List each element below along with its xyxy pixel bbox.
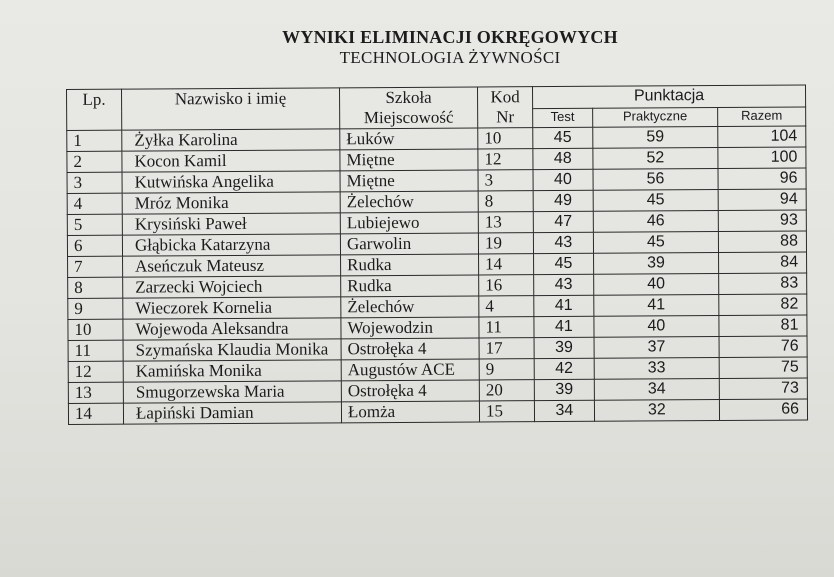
results-table <box>66 84 808 425</box>
cell-praktyczne: 46 <box>593 211 719 233</box>
column-header-lp: Lp. <box>67 89 122 130</box>
cell-lp: 6 <box>67 235 122 256</box>
cell-kod: 19 <box>478 233 533 254</box>
cell-razem: 76 <box>719 336 807 358</box>
column-header-school-line1: Szkoła <box>385 87 432 108</box>
cell-praktyczne: 45 <box>593 190 719 212</box>
column-header-praktyczne: Praktyczne <box>592 108 717 128</box>
cell-name: Łapiński Damian <box>123 402 341 424</box>
cell-test: 49 <box>533 190 593 211</box>
cell-razem: 81 <box>719 315 807 337</box>
cell-razem: 93 <box>718 210 806 232</box>
cell-name: Żyłka Karolina <box>122 129 340 151</box>
cell-school: Rudka <box>341 254 479 276</box>
cell-razem: 83 <box>719 273 807 295</box>
cell-razem: 104 <box>718 126 806 148</box>
cell-school: Żelechów <box>341 296 479 318</box>
cell-test: 41 <box>534 316 594 337</box>
cell-lp: 2 <box>67 151 122 172</box>
cell-praktyczne: 34 <box>594 379 720 401</box>
cell-name: Krysiński Paweł <box>122 213 340 235</box>
cell-test: 41 <box>534 295 594 316</box>
column-header-school-line2: Miejscowość <box>363 107 454 128</box>
cell-razem: 88 <box>718 231 806 253</box>
cell-praktyczne: 52 <box>593 148 719 170</box>
cell-praktyczne: 56 <box>593 169 719 191</box>
cell-test: 48 <box>533 148 593 169</box>
cell-test: 45 <box>533 127 593 148</box>
cell-razem: 75 <box>719 357 807 379</box>
column-header-kod-line2: Nr <box>496 107 515 127</box>
title-block <box>180 27 720 68</box>
cell-lp: 5 <box>67 214 122 235</box>
cell-name: Głąbicka Katarzyna <box>122 234 340 256</box>
cell-lp: 12 <box>68 361 123 382</box>
cell-school: Łomża <box>341 401 479 423</box>
cell-praktyczne: 33 <box>594 358 720 380</box>
cell-lp: 1 <box>67 130 122 151</box>
cell-test: 43 <box>534 274 594 295</box>
cell-name: Aseńczuk Mateusz <box>123 255 341 277</box>
cell-school: Lubiejewo <box>340 212 478 234</box>
cell-lp: 11 <box>68 340 123 361</box>
cell-test: 42 <box>534 358 594 379</box>
cell-school: Żelechów <box>340 191 478 213</box>
cell-name: Szymańska Klaudia Monika <box>123 339 341 361</box>
cell-razem: 94 <box>718 189 806 211</box>
cell-kod: 20 <box>479 380 534 401</box>
cell-kod: 10 <box>478 128 533 149</box>
cell-name: Smugorzewska Maria <box>123 381 341 403</box>
cell-name: Kocon Kamil <box>122 150 340 172</box>
cell-praktyczne: 41 <box>594 295 720 317</box>
cell-kod: 17 <box>479 338 534 359</box>
cell-praktyczne: 59 <box>592 127 718 149</box>
cell-razem: 96 <box>718 168 806 190</box>
cell-praktyczne: 40 <box>593 274 719 296</box>
cell-lp: 4 <box>67 193 122 214</box>
column-header-razem: Razem <box>718 107 806 126</box>
cell-name: Wojewoda Aleksandra <box>123 318 341 340</box>
cell-test: 45 <box>534 253 594 274</box>
cell-razem: 84 <box>719 252 807 274</box>
cell-praktyczne: 45 <box>593 232 719 254</box>
cell-razem: 66 <box>720 399 808 421</box>
cell-praktyczne: 40 <box>594 316 720 338</box>
column-header-punktacja: Punktacja <box>532 85 805 109</box>
cell-praktyczne: 39 <box>593 253 719 275</box>
cell-kod: 13 <box>478 212 533 233</box>
cell-school: Rudka <box>341 275 479 297</box>
column-header-kod-line1: Kod <box>490 87 520 107</box>
cell-school: Augustów ACE <box>341 359 479 381</box>
cell-kod: 15 <box>479 401 534 422</box>
cell-lp: 9 <box>68 298 123 319</box>
cell-kod: 9 <box>479 359 534 380</box>
table-row <box>68 399 807 425</box>
cell-name: Kutwińska Angelika <box>122 171 340 193</box>
cell-school: Łuków <box>340 128 478 150</box>
cell-lp: 14 <box>68 403 123 424</box>
cell-kod: 12 <box>478 149 533 170</box>
column-header-name: Nazwisko i imię <box>122 88 340 130</box>
cell-school: Wojewodzin <box>341 317 479 339</box>
cell-kod: 4 <box>479 296 534 317</box>
cell-razem: 100 <box>718 147 806 169</box>
cell-kod: 8 <box>478 191 533 212</box>
cell-test: 34 <box>534 400 594 421</box>
cell-school: Miętne <box>340 149 478 171</box>
cell-test: 39 <box>534 337 594 358</box>
cell-name: Zarzecki Wojciech <box>123 276 341 298</box>
cell-kod: 14 <box>479 254 534 275</box>
document-title: WYNIKI ELIMINACJI OKRĘGOWYCH <box>282 27 618 47</box>
cell-praktyczne: 32 <box>594 400 720 422</box>
cell-razem: 82 <box>719 294 807 316</box>
cell-kod: 16 <box>479 275 534 296</box>
column-header-test: Test <box>533 108 593 127</box>
column-header-kod <box>477 87 532 128</box>
cell-lp: 10 <box>68 319 123 340</box>
cell-kod: 3 <box>478 170 533 191</box>
cell-name: Mróz Monika <box>122 192 340 214</box>
cell-lp: 13 <box>68 382 123 403</box>
cell-lp: 3 <box>67 172 122 193</box>
cell-lp: 7 <box>68 256 123 277</box>
document-subtitle: TECHNOLOGIA ŻYWNOŚCI <box>339 48 561 67</box>
cell-test: 39 <box>534 379 594 400</box>
cell-razem: 73 <box>719 378 807 400</box>
cell-kod: 11 <box>479 317 534 338</box>
cell-school: Ostrołęka 4 <box>341 380 479 402</box>
cell-test: 47 <box>533 211 593 232</box>
cell-test: 43 <box>533 232 593 253</box>
cell-name: Wieczorek Kornelia <box>123 297 341 319</box>
cell-school: Garwolin <box>340 233 478 255</box>
cell-school: Ostrołęka 4 <box>341 338 479 360</box>
cell-school: Miętne <box>340 170 478 192</box>
cell-name: Kamińska Monika <box>123 360 341 382</box>
cell-lp: 8 <box>68 277 123 298</box>
cell-test: 40 <box>533 169 593 190</box>
cell-praktyczne: 37 <box>594 337 720 359</box>
column-header-school <box>339 87 477 129</box>
